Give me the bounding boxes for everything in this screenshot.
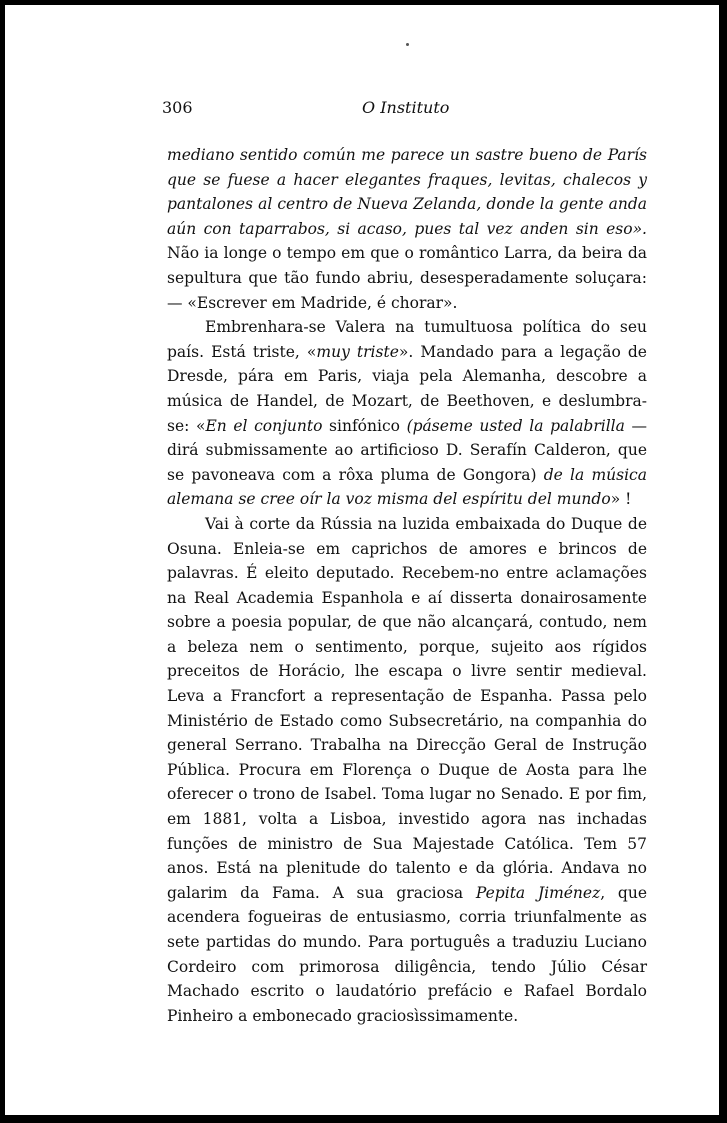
page-header — [162, 98, 562, 120]
text-run: Embrenhara-se Valera na tumultuosa política do seu país. Está triste, « — [167, 318, 647, 361]
book-page — [5, 5, 719, 1115]
paper-speck — [406, 43, 409, 46]
body-text — [167, 143, 647, 1028]
italic-quote: de la música alemana se cree oír la voz misma del espíritu del mundo — [167, 465, 647, 509]
page-number: 306 — [162, 98, 193, 117]
paragraph — [167, 512, 647, 1028]
italic-quote: Pepita Jiménez — [475, 883, 601, 902]
text-run: ». Mandado para a legação de Dresde, pára em Paris, viaja pela Alemanha, descobre a música de Handel, de Mozart, de Beethoven, e deslumbra-se: « — [167, 342, 647, 435]
italic-quote: (páseme usted la palabrilla — [406, 416, 625, 435]
running-title: O Instituto — [362, 98, 450, 117]
text-run: sinfónico — [322, 416, 407, 435]
text-run: — dirá submissamente ao artificioso D. Serafín Calderon, que se pavoneava com a rôxa pluma de Gongora) — [167, 416, 647, 484]
paragraph — [167, 315, 647, 512]
italic-quote: En el conjunto — [205, 416, 323, 435]
italic-quote: muy triste — [316, 342, 399, 361]
italic-quote: mediano sentido común me parece un sastre bueno de París que se fuese a hacer elegantes fraques, levitas, chalecos y pantalones al centro de Nueva Zelanda, donde la gente anda aún con taparrabos, si acaso, pues tal vez anden sin eso». — [167, 146, 647, 238]
text-run: Não ia longe o tempo em que o romântico Larra, da beira da sepultura que tão fundo abriu, desesperadamente soluçara: — «Escrever em Madride, é chorar». — [167, 244, 647, 312]
text-run: Vai à corte da Rússia na luzida embaixada do Duque de Osuna. Enleia-se em caprichos de amores e brincos de palavras. É eleito deputado. Recebem-no entre aclamações na Real Academia Espanhola e aí disserta donairosamente sobre a poesia popular, de que não alcançará, contudo, nem a beleza nem o sentimento, porque, sujeito aos rígidos preceitos de Horácio, lhe escapa o livre sentir medieval. Leva a Francfort a representação de Espanha. Passa pelo Ministério de Estado como Subsecretário, na companhia do general Serrano. Trabalha na Direcção Geral de Instrução Pública. Procura em Florença o Duque de Aosta para lhe oferecer o trono de Isabel. Toma lugar no Senado. E por fim, em 1881, volta a Lisboa, investido agora nas inchadas funções de ministro de Sua Majestade Católica. Tem 57 anos. Está na plenitude do talento e da glória. Andava no galarim da Fama. A sua graciosa — [167, 514, 647, 902]
paragraph — [167, 143, 647, 315]
text-run: » ! — [610, 490, 632, 509]
text-run: , que acendera fogueiras de entusiasmo, corria triunfalmente as sete partidas do mundo. Para português a traduziu Luciano Cordeiro com primorosa diligência, tendo Júlio César Machado escrito o laudatório prefácio e Rafael Bordalo Pinheiro a embonecado graciosìssimamente. — [167, 883, 648, 1025]
